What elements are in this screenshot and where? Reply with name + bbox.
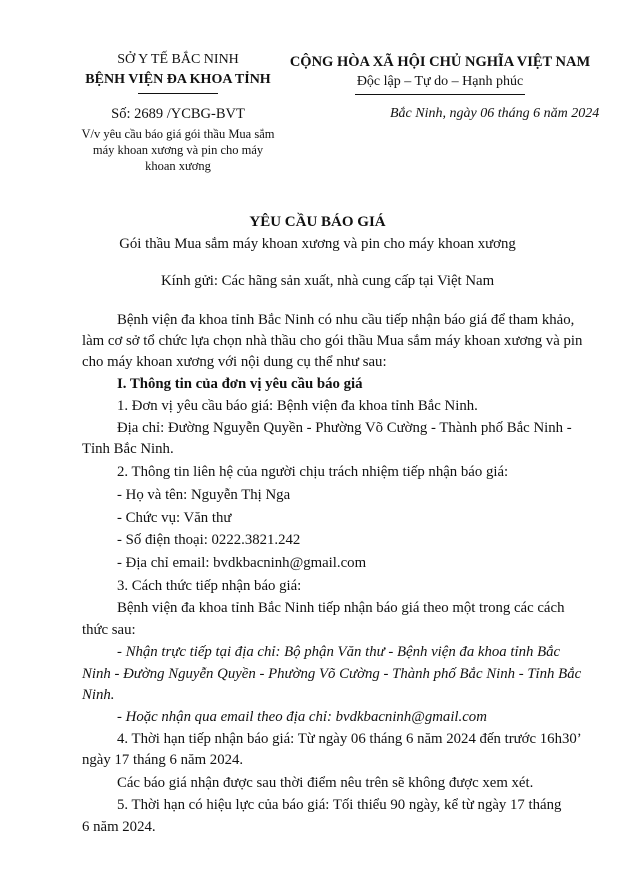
contact-position: - Chức vụ: Văn thư bbox=[117, 510, 232, 526]
item-4-line-2: ngày 17 tháng 6 năm 2024. bbox=[82, 752, 244, 768]
motto-underline bbox=[355, 94, 525, 95]
direct-line-1: - Nhận trực tiếp tại địa chỉ: Bộ phận Văn thư - Bệnh viện đa khoa tỉnh Bắc bbox=[117, 644, 561, 660]
item-5-line-1: 5. Thời hạn có hiệu lực của báo giá: Tối thiểu 90 ngày, kể từ ngày 17 tháng bbox=[117, 797, 562, 813]
national-motto: Độc lập – Tự do – Hạnh phúc bbox=[356, 74, 524, 89]
contact-name: - Họ và tên: Nguyễn Thị Nga bbox=[117, 487, 291, 503]
issue-date: Bắc Ninh, ngày 06 tháng 6 năm 2024 bbox=[390, 106, 600, 121]
item-1: 1. Đơn vị yêu cầu báo giá: Bệnh viện đa khoa tỉnh Bắc Ninh. bbox=[117, 398, 478, 414]
intro-line-3: cho máy khoan xương với nội dung cụ thể như sau: bbox=[82, 354, 387, 370]
country-name: CỘNG HÒA XÃ HỘI CHỦ NGHĨA VIỆT NAM bbox=[289, 54, 591, 70]
item-3: 3. Cách thức tiếp nhận báo giá: bbox=[117, 578, 302, 594]
department-name: SỞ Y TẾ BẮC NINH bbox=[117, 52, 239, 67]
receive-line-1: Bệnh viện đa khoa tỉnh Bắc Ninh tiếp nhận báo giá theo một trong các cách bbox=[117, 600, 565, 616]
item-2: 2. Thông tin liên hệ của người chịu trách nhiệm tiếp nhận báo giá: bbox=[117, 464, 509, 480]
intro-line-1: Bệnh viện đa khoa tỉnh Bắc Ninh có nhu cầu tiếp nhận báo giá để tham khảo, bbox=[117, 312, 575, 328]
direct-line-2: Ninh - Đường Nguyễn Quyền - Phường Võ Cường - Thành phố Bắc Ninh - Tỉnh Bắc bbox=[82, 666, 582, 682]
subject-line-2: máy khoan xương và pin cho máy bbox=[92, 143, 264, 157]
hospital-underline bbox=[138, 93, 218, 94]
subject-line-1: V/v yêu cầu báo giá gói thầu Mua sắm bbox=[81, 127, 275, 141]
item-5-line-2: 6 năm 2024. bbox=[82, 819, 156, 835]
late-note: Các báo giá nhận được sau thời điểm nêu trên sẽ không được xem xét. bbox=[117, 775, 534, 791]
section-1-heading: I. Thông tin của đơn vị yêu cầu báo giá bbox=[117, 376, 363, 392]
document-number: Số: 2689 /YCBG-BVT bbox=[111, 106, 245, 122]
receive-line-2: thức sau: bbox=[82, 622, 136, 638]
document-subtitle: Gói thầu Mua sắm máy khoan xương và pin cho máy khoan xương bbox=[119, 236, 516, 252]
document-title: YÊU CẦU BÁO GIÁ bbox=[249, 214, 386, 230]
recipient-line: Kính gửi: Các hãng sản xuất, nhà cung cấp tại Việt Nam bbox=[161, 273, 495, 289]
item-4-line-1: 4. Thời hạn tiếp nhận báo giá: Từ ngày 06 tháng 6 năm 2024 đến trước 16h30’ bbox=[117, 731, 582, 747]
contact-email: - Địa chỉ email: bvdkbacninh@gmail.com bbox=[117, 555, 367, 571]
address-line-1: Địa chỉ: Đường Nguyễn Quyền - Phường Võ Cường - Thành phố Bắc Ninh - bbox=[117, 420, 572, 436]
direct-line-3: Ninh. bbox=[82, 687, 115, 703]
hospital-name: BỆNH VIỆN ĐA KHOA TỈNH bbox=[85, 72, 271, 87]
subject-line-3: khoan xương bbox=[145, 159, 211, 173]
email-method: - Hoặc nhận qua email theo địa chỉ: bvdkbacninh@gmail.com bbox=[117, 709, 487, 725]
contact-phone: - Số điện thoại: 0222.3821.242 bbox=[117, 532, 301, 548]
address-line-2: Tỉnh Bắc Ninh. bbox=[82, 441, 174, 457]
intro-line-2: làm cơ sở tổ chức lựa chọn nhà thầu cho gói thầu Mua sắm máy khoan xương và pin bbox=[82, 333, 583, 349]
